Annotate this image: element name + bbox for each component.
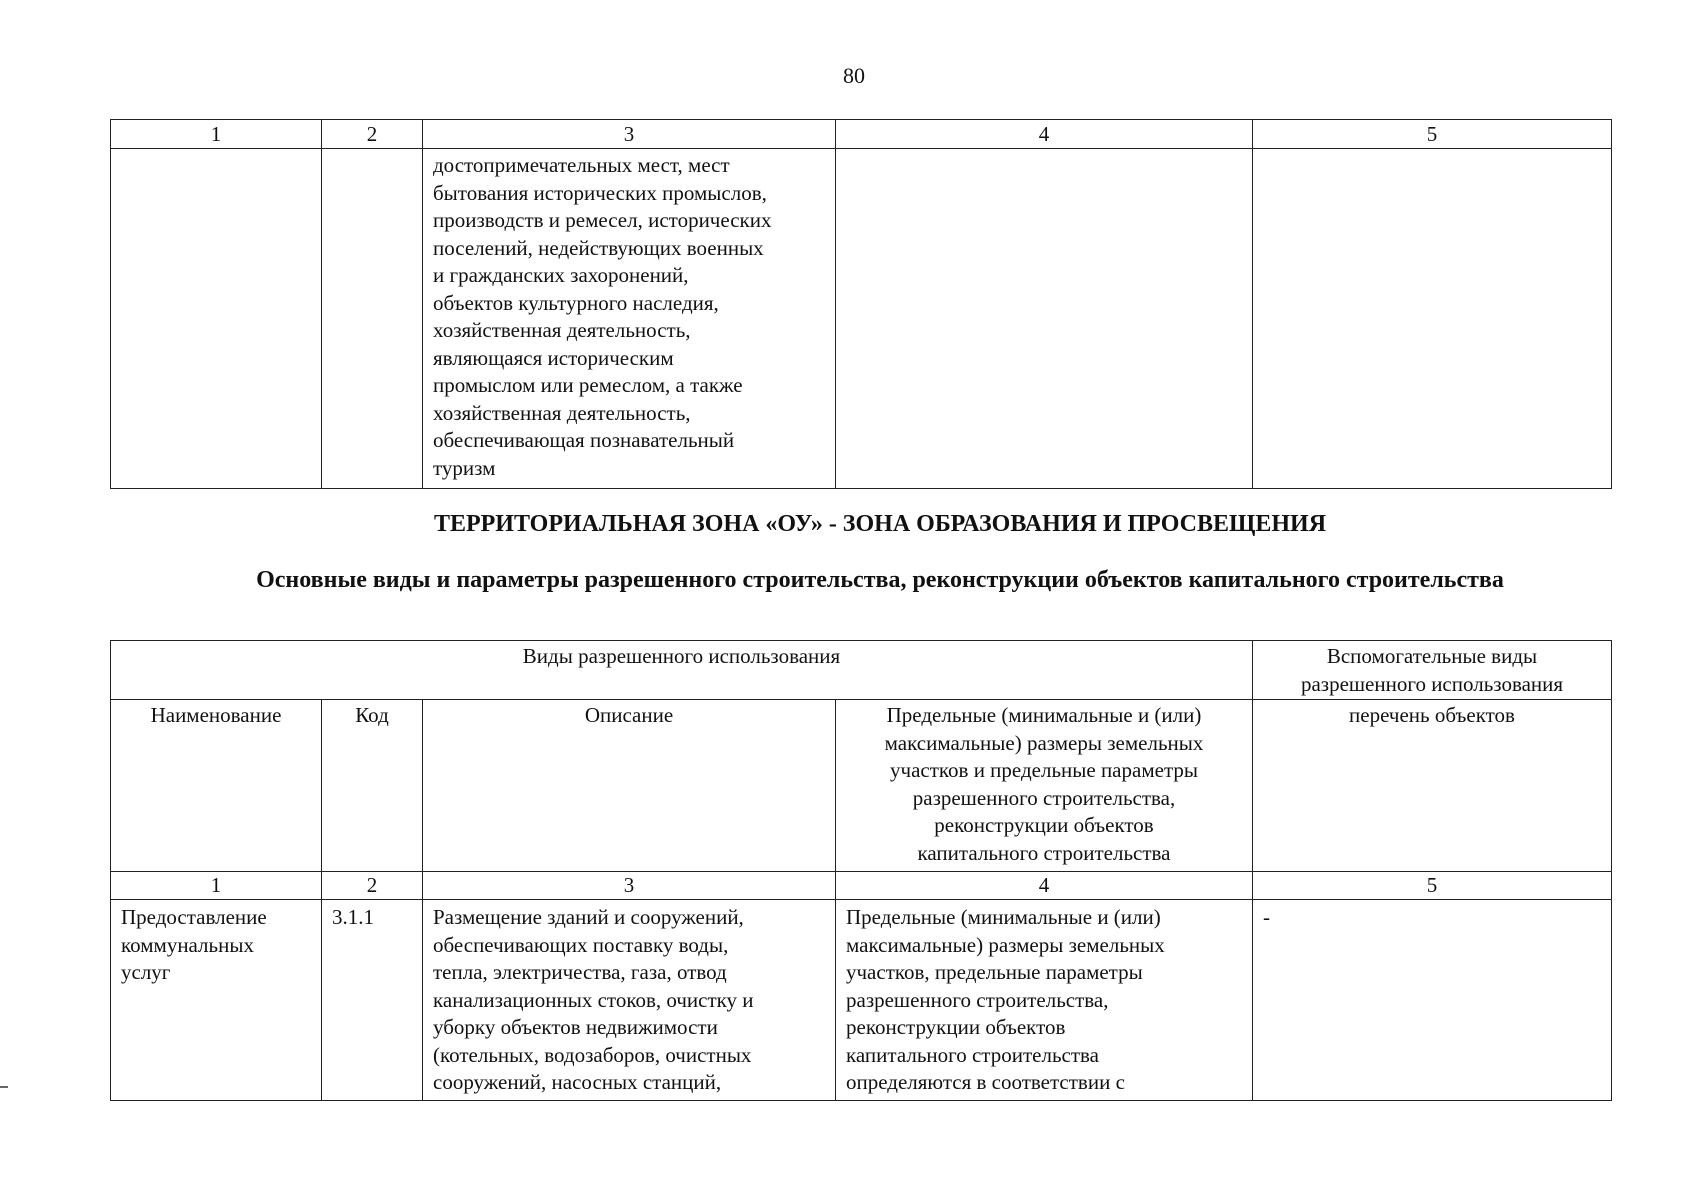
text-line: Предельные (минимальные и (или) xyxy=(846,905,1161,929)
text-line: промыслом или ремеслом, а также xyxy=(433,373,743,397)
cell-code xyxy=(322,149,423,489)
table-row xyxy=(111,900,1612,1101)
text-line: коммунальных xyxy=(121,932,254,957)
group-header-row xyxy=(111,641,1612,700)
text-line: Предельные (минимальные и (или) xyxy=(886,703,1202,727)
cell-description xyxy=(423,149,836,489)
margin-mark xyxy=(0,1086,8,1088)
text-line: тепла, электричества, газа, отвод xyxy=(433,960,727,984)
text-line: бытования исторических промыслов, xyxy=(433,180,767,205)
text-line: объектов культурного наследия, xyxy=(433,290,719,315)
text-line: разрешенного строительства, xyxy=(912,785,1176,810)
text-line: максимальные) размеры земельных xyxy=(846,932,1165,957)
text-line: определяются в соответствии с xyxy=(846,1070,1125,1094)
text-line: участков и предельные параметры xyxy=(890,758,1198,782)
column-number: 2 xyxy=(322,120,423,149)
text-line: участков, предельные параметры xyxy=(846,960,1143,984)
text-line: туризм xyxy=(433,455,496,480)
group-header: Виды разрешенного использования xyxy=(111,641,1253,700)
text-line: максимальные) размеры земельных xyxy=(884,730,1204,755)
header-code: Код xyxy=(322,700,423,872)
text-line: реконструкции объектов xyxy=(934,813,1154,837)
column-number: 5 xyxy=(1253,120,1612,149)
column-number: 1 xyxy=(111,120,322,149)
text-line: Предоставление xyxy=(121,905,267,929)
cell-aux: - xyxy=(1253,900,1612,1101)
table-row xyxy=(111,149,1612,489)
main-table xyxy=(110,640,1612,1101)
column-numbers-row xyxy=(111,872,1612,900)
text-line: являющаяся историческим xyxy=(433,345,674,370)
text-line: поселений, недействующих военных xyxy=(433,235,764,260)
text-line: Размещение зданий и сооружений, xyxy=(433,905,744,929)
column-number: 4 xyxy=(836,872,1253,900)
column-number: 4 xyxy=(836,120,1253,149)
cell-limits xyxy=(836,900,1253,1101)
cell-code: 3.1.1 xyxy=(322,900,423,1101)
column-number: 1 xyxy=(111,872,322,900)
text-line: реконструкции объектов xyxy=(846,1015,1066,1039)
text-line: и гражданских захоронений, xyxy=(433,263,689,287)
cell-aux xyxy=(1253,149,1612,489)
header-name: Наименование xyxy=(111,700,322,872)
cell-name xyxy=(111,900,322,1101)
header-description: Описание xyxy=(423,700,836,872)
cell-description xyxy=(423,900,836,1101)
section-title: Основные виды и параметры разрешенного строительства, реконструкции объектов капитального строительства xyxy=(256,567,1504,593)
column-number: 2 xyxy=(322,872,423,900)
text-line: канализационных стоков, очистку и xyxy=(433,987,754,1012)
page-number: 80 xyxy=(843,63,865,88)
header-limits xyxy=(836,700,1253,872)
column-number: 3 xyxy=(423,872,836,900)
text-line: хозяйственная деятельность, xyxy=(433,400,691,425)
text-line: обеспечивающих поставку воды, xyxy=(433,932,729,957)
text-line: сооружений, насосных станций, xyxy=(433,1070,722,1094)
text-line: хозяйственная деятельность, xyxy=(433,318,691,342)
header-aux-list: перечень объектов xyxy=(1253,700,1612,872)
text-line: разрешенного строительства, xyxy=(846,987,1109,1012)
text-line: услуг xyxy=(121,960,171,984)
column-header-row xyxy=(111,700,1612,872)
text-line: Вспомогательные виды xyxy=(1326,644,1538,668)
text-line: уборку объектов недвижимости xyxy=(433,1015,718,1039)
aux-header xyxy=(1253,641,1612,700)
text-line: капитального строительства xyxy=(917,840,1171,865)
zone-title: ТЕРРИТОРИАЛЬНАЯ ЗОНА «ОУ» - ЗОНА ОБРАЗОВАНИЯ И ПРОСВЕЩЕНИЯ xyxy=(433,511,1327,537)
text-line: капитального строительства xyxy=(846,1042,1099,1067)
text-line: достопримечательных мест, мест xyxy=(433,153,730,177)
text-line: (котельных, водозаборов, очистных xyxy=(433,1042,752,1067)
column-number: 5 xyxy=(1253,872,1612,900)
text-line: производств и ремесел, исторических xyxy=(433,208,772,232)
cell-name xyxy=(111,149,322,489)
continuation-table xyxy=(110,119,1612,489)
column-numbers-row xyxy=(111,120,1612,149)
text-line: обеспечивающая познавательный xyxy=(433,428,735,452)
cell-limits xyxy=(836,149,1253,489)
column-number: 3 xyxy=(423,120,836,149)
text-line: разрешенного использования xyxy=(1300,671,1564,696)
